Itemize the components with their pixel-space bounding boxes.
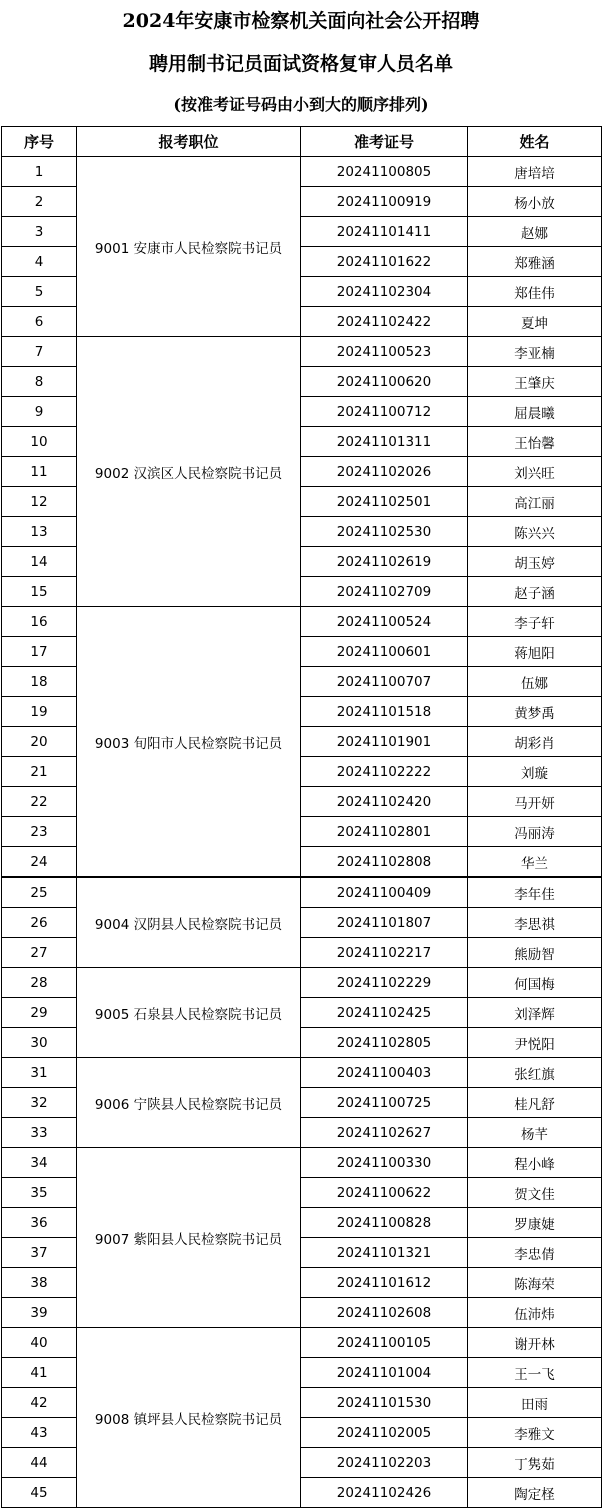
cell-name: 熊励智	[468, 938, 602, 968]
cell-exam-id: 20241102229	[301, 968, 468, 998]
cell-name: 张红旗	[468, 1058, 602, 1088]
cell-position: 9003 旬阳市人民检察院书记员	[77, 607, 301, 878]
cell-exam-id: 20241100707	[301, 667, 468, 697]
cell-exam-id: 20241100620	[301, 367, 468, 397]
cell-exam-id: 20241102203	[301, 1448, 468, 1478]
cell-seq: 32	[2, 1088, 77, 1118]
document-subtitle: 聘用制书记员面试资格复审人员名单	[148, 53, 453, 75]
cell-seq: 31	[2, 1058, 77, 1088]
cell-seq: 43	[2, 1418, 77, 1448]
cell-name: 郑雅涵	[468, 247, 602, 277]
cell-seq: 44	[2, 1448, 77, 1478]
cell-seq: 37	[2, 1238, 77, 1268]
cell-exam-id: 20241102425	[301, 998, 468, 1028]
cell-name: 刘兴旺	[468, 457, 602, 487]
cell-exam-id: 20241102627	[301, 1118, 468, 1148]
cell-name: 陈海荣	[468, 1268, 602, 1298]
cell-exam-id: 20241100523	[301, 337, 468, 367]
cell-name: 丁隽茹	[468, 1448, 602, 1478]
header-exam-id: 准考证号	[301, 127, 468, 157]
cell-name: 李亚楠	[468, 337, 602, 367]
cell-exam-id: 20241102530	[301, 517, 468, 547]
cell-exam-id: 20241102304	[301, 277, 468, 307]
cell-name: 程小峰	[468, 1148, 602, 1178]
cell-seq: 4	[2, 247, 77, 277]
cell-seq: 3	[2, 217, 77, 247]
cell-seq: 1	[2, 157, 77, 187]
cell-position: 9002 汉滨区人民检察院书记员	[77, 337, 301, 607]
cell-exam-id: 20241100919	[301, 187, 468, 217]
cell-exam-id: 20241101411	[301, 217, 468, 247]
cell-position: 9004 汉阴县人民检察院书记员	[77, 877, 301, 968]
cell-exam-id: 20241102005	[301, 1418, 468, 1448]
cell-exam-id: 20241102422	[301, 307, 468, 337]
cell-exam-id: 20241100828	[301, 1208, 468, 1238]
cell-name: 李思祺	[468, 908, 602, 938]
cell-seq: 7	[2, 337, 77, 367]
cell-name: 赵子涵	[468, 577, 602, 607]
cell-exam-id: 20241100330	[301, 1148, 468, 1178]
cell-seq: 21	[2, 757, 77, 787]
cell-name: 赵娜	[468, 217, 602, 247]
cell-name: 王怡馨	[468, 427, 602, 457]
cell-seq: 19	[2, 697, 77, 727]
cell-seq: 11	[2, 457, 77, 487]
cell-seq: 18	[2, 667, 77, 697]
cell-name: 蒋旭阳	[468, 637, 602, 667]
cell-name: 杨小放	[468, 187, 602, 217]
cell-name: 屈晨曦	[468, 397, 602, 427]
cell-exam-id: 20241102026	[301, 457, 468, 487]
cell-position: 9006 宁陕县人民检察院书记员	[77, 1058, 301, 1148]
cell-name: 马开妍	[468, 787, 602, 817]
table-row	[2, 607, 602, 637]
document-title: 2024年安康市检察机关面向社会公开招聘	[122, 10, 480, 32]
cell-name: 王肇庆	[468, 367, 602, 397]
cell-seq: 5	[2, 277, 77, 307]
cell-exam-id: 20241100403	[301, 1058, 468, 1088]
cell-exam-id: 20241102426	[301, 1478, 468, 1508]
cell-name: 郑佳伟	[468, 277, 602, 307]
table-row	[2, 1328, 602, 1358]
cell-exam-id: 20241101321	[301, 1238, 468, 1268]
cell-exam-id: 20241102608	[301, 1298, 468, 1328]
cell-name: 陈兴兴	[468, 517, 602, 547]
cell-name: 谢开林	[468, 1328, 602, 1358]
cell-name: 尹悦阳	[468, 1028, 602, 1058]
cell-exam-id: 20241100105	[301, 1328, 468, 1358]
cell-position: 9001 安康市人民检察院书记员	[77, 157, 301, 337]
cell-seq: 39	[2, 1298, 77, 1328]
cell-seq: 20	[2, 727, 77, 757]
table-row	[2, 1058, 602, 1088]
sort-note: (按准考证号码由小到大的顺序排列)	[173, 95, 429, 114]
cell-name: 高江丽	[468, 487, 602, 517]
cell-exam-id: 20241102619	[301, 547, 468, 577]
cell-name: 田雨	[468, 1388, 602, 1418]
cell-seq: 28	[2, 968, 77, 998]
cell-name: 刘泽辉	[468, 998, 602, 1028]
cell-seq: 22	[2, 787, 77, 817]
cell-seq: 42	[2, 1388, 77, 1418]
cell-exam-id: 20241102801	[301, 817, 468, 847]
cell-position: 9005 石泉县人民检察院书记员	[77, 968, 301, 1058]
cell-name: 唐培培	[468, 157, 602, 187]
cell-seq: 34	[2, 1148, 77, 1178]
table-row	[2, 877, 602, 908]
cell-seq: 40	[2, 1328, 77, 1358]
cell-position: 9008 镇坪县人民检察院书记员	[77, 1328, 301, 1508]
cell-seq: 33	[2, 1118, 77, 1148]
cell-seq: 29	[2, 998, 77, 1028]
cell-exam-id: 20241102805	[301, 1028, 468, 1058]
cell-exam-id: 20241102420	[301, 787, 468, 817]
table-row	[2, 157, 602, 187]
cell-name: 贺文佳	[468, 1178, 602, 1208]
table-body	[2, 157, 602, 1508]
cell-exam-id: 20241100622	[301, 1178, 468, 1208]
cell-name: 王一飞	[468, 1358, 602, 1388]
cell-exam-id: 20241100805	[301, 157, 468, 187]
cell-seq: 38	[2, 1268, 77, 1298]
cell-seq: 27	[2, 938, 77, 968]
candidate-table	[1, 126, 602, 1508]
header-position: 报考职位	[77, 127, 301, 157]
cell-name: 罗康婕	[468, 1208, 602, 1238]
cell-seq: 2	[2, 187, 77, 217]
cell-name: 胡玉婷	[468, 547, 602, 577]
cell-seq: 16	[2, 607, 77, 637]
cell-seq: 9	[2, 397, 77, 427]
cell-exam-id: 20241101311	[301, 427, 468, 457]
cell-exam-id: 20241101518	[301, 697, 468, 727]
cell-seq: 26	[2, 908, 77, 938]
cell-seq: 14	[2, 547, 77, 577]
cell-exam-id: 20241101622	[301, 247, 468, 277]
cell-seq: 24	[2, 847, 77, 878]
cell-exam-id: 20241101004	[301, 1358, 468, 1388]
cell-exam-id: 20241101807	[301, 908, 468, 938]
cell-exam-id: 20241101901	[301, 727, 468, 757]
cell-exam-id: 20241102217	[301, 938, 468, 968]
cell-exam-id: 20241102501	[301, 487, 468, 517]
cell-seq: 23	[2, 817, 77, 847]
cell-name: 陶定柽	[468, 1478, 602, 1508]
cell-seq: 36	[2, 1208, 77, 1238]
cell-name: 李雅文	[468, 1418, 602, 1448]
cell-seq: 8	[2, 367, 77, 397]
cell-seq: 25	[2, 877, 77, 908]
cell-seq: 41	[2, 1358, 77, 1388]
cell-exam-id: 20241100409	[301, 877, 468, 908]
cell-seq: 6	[2, 307, 77, 337]
cell-exam-id: 20241102808	[301, 847, 468, 878]
cell-seq: 15	[2, 577, 77, 607]
cell-name: 李忠倩	[468, 1238, 602, 1268]
cell-exam-id: 20241100524	[301, 607, 468, 637]
cell-name: 杨芊	[468, 1118, 602, 1148]
cell-seq: 17	[2, 637, 77, 667]
cell-seq: 12	[2, 487, 77, 517]
cell-exam-id: 20241100601	[301, 637, 468, 667]
table-header-row	[2, 127, 602, 157]
cell-exam-id: 20241102222	[301, 757, 468, 787]
cell-name: 刘璇	[468, 757, 602, 787]
cell-name: 华兰	[468, 847, 602, 878]
table-row	[2, 337, 602, 367]
cell-name: 桂凡舒	[468, 1088, 602, 1118]
cell-position: 9007 紫阳县人民检察院书记员	[77, 1148, 301, 1328]
cell-seq: 13	[2, 517, 77, 547]
cell-exam-id: 20241101530	[301, 1388, 468, 1418]
table-row	[2, 968, 602, 998]
cell-name: 黄梦禹	[468, 697, 602, 727]
table-row	[2, 1148, 602, 1178]
cell-name: 李子轩	[468, 607, 602, 637]
cell-exam-id: 20241100712	[301, 397, 468, 427]
header-name: 姓名	[468, 127, 602, 157]
cell-seq: 10	[2, 427, 77, 457]
cell-seq: 45	[2, 1478, 77, 1508]
cell-name: 胡彩肖	[468, 727, 602, 757]
cell-exam-id: 20241101612	[301, 1268, 468, 1298]
cell-name: 伍娜	[468, 667, 602, 697]
cell-name: 李年佳	[468, 877, 602, 908]
cell-name: 何国梅	[468, 968, 602, 998]
cell-name: 夏坤	[468, 307, 602, 337]
cell-name: 冯丽涛	[468, 817, 602, 847]
cell-seq: 35	[2, 1178, 77, 1208]
cell-seq: 30	[2, 1028, 77, 1058]
cell-name: 伍沛炜	[468, 1298, 602, 1328]
cell-exam-id: 20241102709	[301, 577, 468, 607]
header-seq: 序号	[2, 127, 77, 157]
cell-exam-id: 20241100725	[301, 1088, 468, 1118]
